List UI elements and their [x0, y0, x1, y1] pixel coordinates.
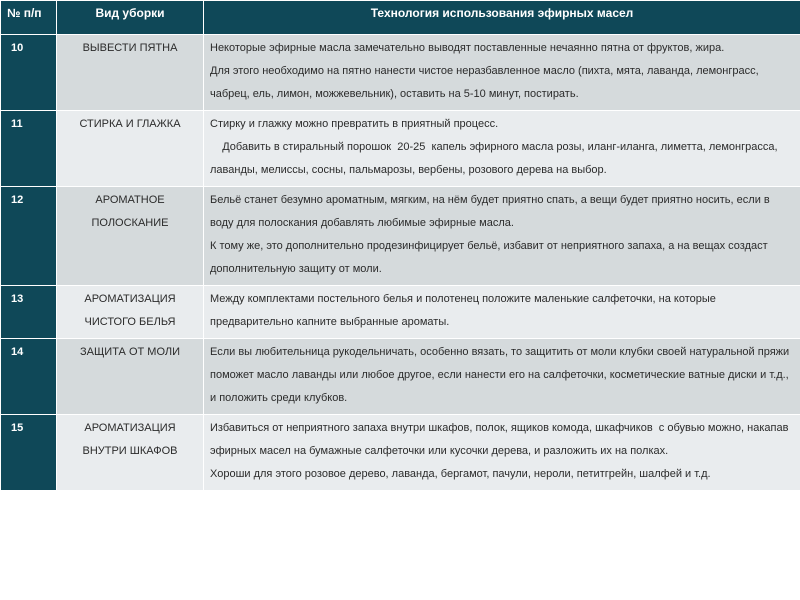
- header-technology: Технология использования эфирных масел: [204, 1, 800, 35]
- row-number: 11: [1, 111, 57, 187]
- header-cleaning-type: Вид уборки: [57, 1, 204, 35]
- cleaning-type: АРОМАТИЗАЦИЯ ЧИСТОГО БЕЛЬЯ: [57, 286, 204, 339]
- description-paragraph: Для этого необходимо на пятно нанести чистое неразбавленное масло (пихта, мята, лаванда, лемонграсс, чабрец, ель, лимон, можжевельник), оставить на 5-10 минут, постирать.: [210, 65, 762, 100]
- table-row: [1, 35, 800, 111]
- table-row: [1, 187, 800, 286]
- description-paragraph: Бельё станет безумно ароматным, мягким, на нём будет приятно спать, а вещи будет приятно носить, если в воду для полоскания добавлять любимые эфирные масла.: [210, 194, 773, 229]
- table-body: [1, 35, 800, 491]
- row-number: 12: [1, 187, 57, 286]
- cleaning-type: ЗАЩИТА ОТ МОЛИ: [57, 339, 204, 415]
- table-row: [1, 286, 800, 339]
- row-number: 14: [1, 339, 57, 415]
- technology-description: [204, 35, 800, 111]
- cleaning-type: АРОМАТНОЕ ПОЛОСКАНИЕ: [57, 187, 204, 286]
- cleaning-type: ВЫВЕСТИ ПЯТНА: [57, 35, 204, 111]
- description-paragraph: Если вы любительница рукодельничать, особенно вязать, то защитить от моли клубки своей натуральной пряжи поможет масло лаванды или любое другое, если нанести его на салфеточки, косметические ватные диски и т.д., и положить среди клубков.: [210, 346, 796, 404]
- cleaning-type: АРОМАТИЗАЦИЯ ВНУТРИ ШКАФОВ: [57, 415, 204, 491]
- technology-description: [204, 187, 800, 286]
- table-row: [1, 415, 800, 491]
- table-row: [1, 339, 800, 415]
- description-paragraph: Избавиться от неприятного запаха внутри шкафов, полок, ящиков комода, шкафчиков с обувью можно, накапав эфирных масел на бумажные салфеточки или кусочки дерева, и разложить их на полках.: [210, 422, 792, 457]
- row-number: 15: [1, 415, 57, 491]
- technology-description: [204, 339, 800, 415]
- description-paragraph: Некоторые эфирные масла замечательно выводят поставленные нечаянно пятна от фруктов, жира.: [210, 42, 725, 54]
- technology-description: [204, 286, 800, 339]
- table-header-row: [1, 1, 800, 35]
- description-paragraph: Хороши для этого розовое дерево, лаванда, бергамот, пачули, нероли, петитгрейн, шалфей и т.д.: [210, 468, 711, 480]
- technology-description: [204, 111, 800, 187]
- row-number: 13: [1, 286, 57, 339]
- row-number: 10: [1, 35, 57, 111]
- description-paragraph: Между комплектами постельного белья и полотенец положите маленькие салфеточки, на которые предварительно капните выбранные ароматы.: [210, 293, 719, 328]
- technology-description: [204, 415, 800, 491]
- table-row: [1, 111, 800, 187]
- header-number: № п/п: [1, 1, 57, 35]
- description-paragraph: К тому же, это дополнительно продезинфицирует бельё, избавит от неприятного запаха, а на вещах создаст дополнительную защиту от моли.: [210, 240, 771, 275]
- cleaning-type: СТИРКА И ГЛАЖКА: [57, 111, 204, 187]
- description-paragraph: Стирку и глажку можно превратить в приятный процесс.: [210, 118, 499, 130]
- description-paragraph: Добавить в стиральный порошок 20-25 капель эфирного масла розы, иланг-иланга, лиметта, лемонграсса, лаванды, мелиссы, сосны, пальмарозы, вербены, розового дерева на выбор.: [210, 141, 781, 176]
